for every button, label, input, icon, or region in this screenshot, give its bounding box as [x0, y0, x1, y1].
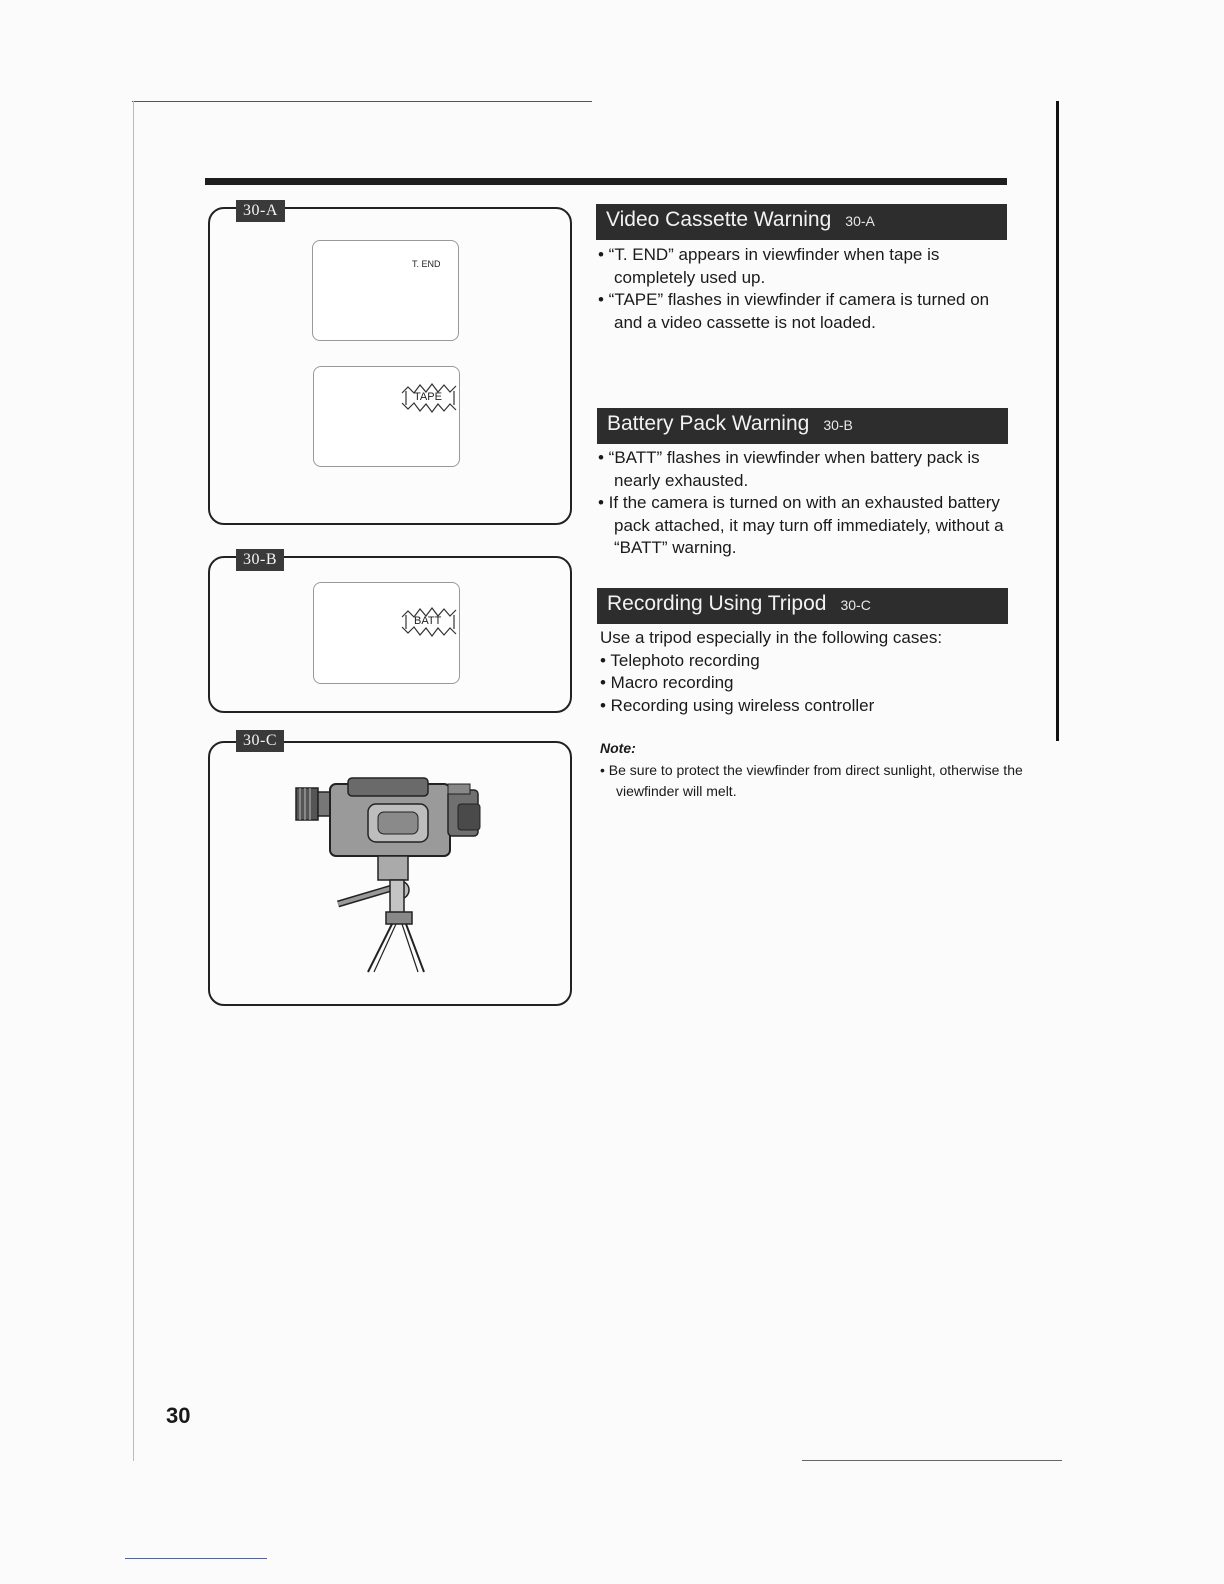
header-band: [205, 178, 1007, 185]
battery-heading-title: Battery Pack Warning: [607, 412, 810, 435]
camcorder-on-tripod-illustration: [288, 770, 488, 975]
tripod-item-macro: • Macro recording: [600, 673, 734, 692]
battery-item-exhausted: • If the camera is turned on with an exhausted battery pack attached, it may turn off immediately, without a “BATT” warning.: [598, 493, 1004, 557]
battery-warning-body: [598, 447, 1010, 560]
tend-label: T. END: [412, 259, 441, 269]
tripod-heading-ref: 30-C: [840, 597, 871, 613]
tape-flash-label: TAPE: [414, 391, 442, 403]
video-heading-ref: 30-A: [845, 213, 875, 229]
viewfinder-tend: [312, 240, 459, 341]
figure-30b-tag: 30-B: [236, 549, 284, 571]
tripod-body: [600, 627, 1010, 717]
video-item-tend: • “T. END” appears in viewfinder when tape is completely used up.: [598, 245, 940, 287]
battery-pack-warning-heading: [597, 408, 1008, 444]
video-warning-body: [598, 244, 1008, 334]
page-number: 30: [166, 1403, 191, 1428]
tripod-intro: Use a tripod especially in the following cases:: [600, 628, 943, 647]
figure-30a-tag: 30-A: [236, 200, 285, 222]
viewfinder-batt: [313, 582, 460, 684]
tripod-item-wireless: • Recording using wireless controller: [600, 695, 875, 715]
left-margin-rule: [133, 101, 134, 1461]
video-heading-title: Video Cassette Warning: [606, 208, 832, 231]
top-rule: [132, 101, 592, 102]
tripod-item-telephoto: • Telephoto recording: [600, 650, 760, 670]
batt-flash-icon: [400, 605, 460, 639]
tripod-heading-title: Recording Using Tripod: [607, 592, 827, 615]
bottom-rule: [802, 1460, 1062, 1461]
batt-flash-label: BATT: [414, 615, 442, 627]
battery-heading-ref: 30-B: [823, 417, 853, 433]
viewfinder-tape: [313, 366, 460, 467]
right-margin-rule: [1056, 101, 1059, 741]
recording-using-tripod-heading: [597, 588, 1008, 624]
video-cassette-warning-heading: [596, 204, 1007, 240]
corner-rule: [125, 1558, 267, 1559]
tape-flash-icon: [400, 381, 460, 415]
battery-item-flash: • “BATT” flashes in viewfinder when battery pack is nearly exhausted.: [598, 448, 980, 490]
figure-30c-tag: 30-C: [236, 730, 284, 752]
note-heading: Note:: [600, 740, 636, 756]
video-item-tape: • “TAPE” flashes in viewfinder if camera is turned on and a video cassette is not loaded.: [598, 290, 990, 332]
note-text: • Be sure to protect the viewfinder from direct sunlight, otherwise the viewfinder will melt.: [600, 762, 1023, 799]
